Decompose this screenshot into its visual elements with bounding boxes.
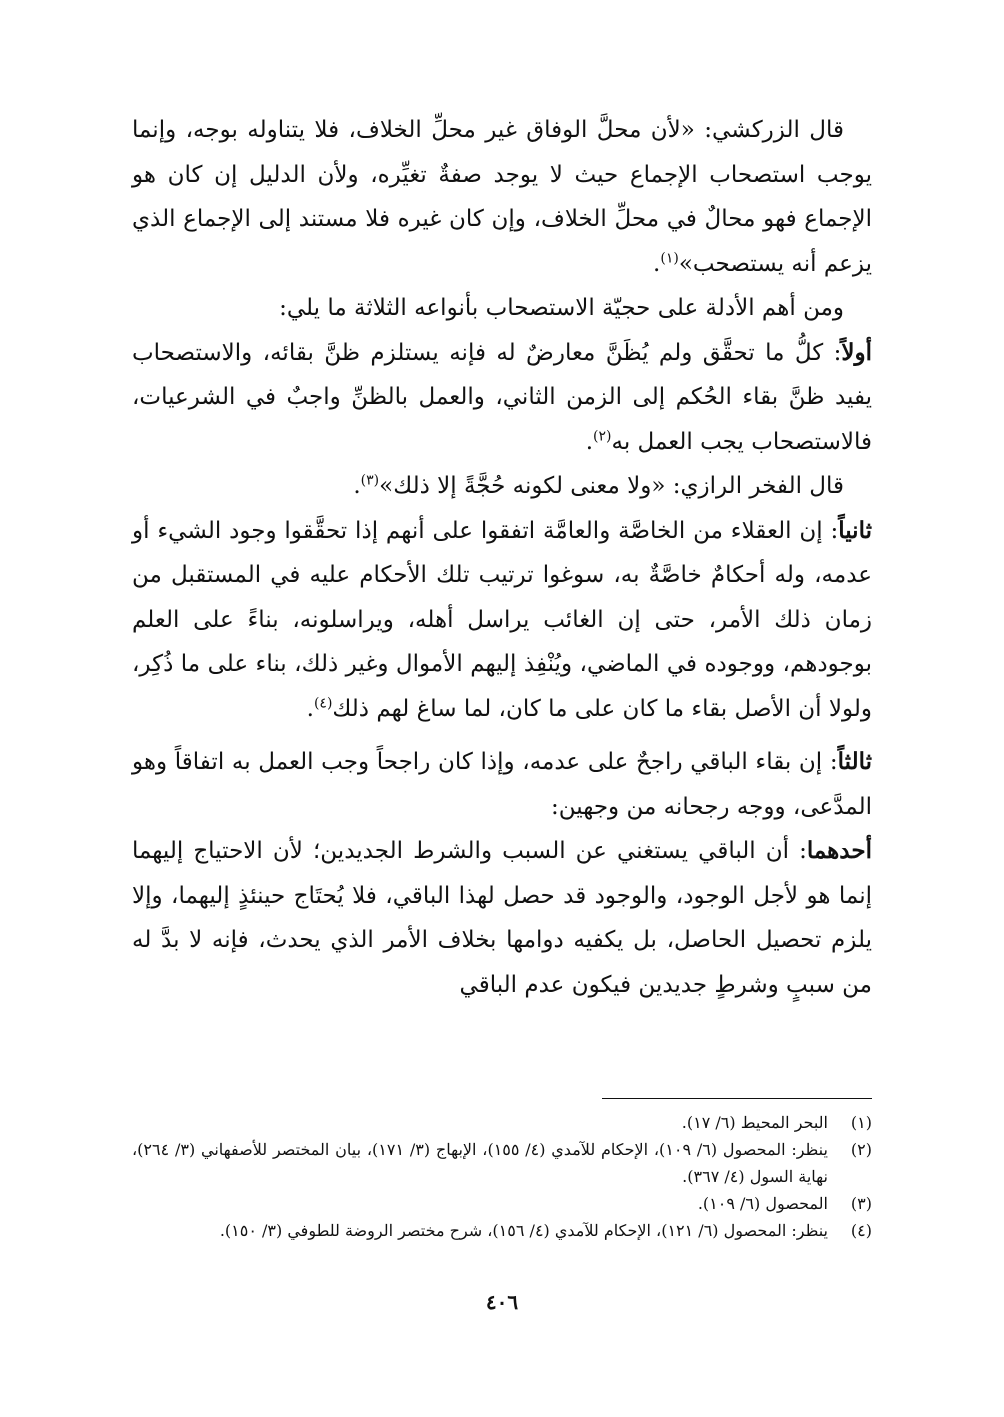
footnote-text: ينظر: المحصول (٦/ ١٢١)، الإحكام للآمدي (٤/ ١٥٦)، شرح مختصر الروضة للطوفي (٣/ ١٥٠). — [219, 1221, 828, 1240]
paragraph-text: : إن العقلاء من الخاصَّة والعامَّة اتفقوا على أنهم إذا تحقَّقوا وجود الشيء أو عدمه، وله أحكامٌ خاصَّةٌ به، سوغوا ترتيب تلك الأحكام عليه في المستقبل من زمان ذلك الأمر، حتى إن الغائب يراسل أهله، ويراسلونه، بناءً على العلم بوجودهم، ووجوده في الماضي، ويُنْفِذ إليهم الأموال وغير ذلك، بناء على ما ذُكِر، ولولا أن الأصل بقاء ما كان على ما كان، لما ساغ لهم ذلك — [132, 517, 872, 722]
paragraph-lead: ثالثاً — [837, 748, 872, 775]
footnote-number: (٤) — [850, 1221, 872, 1240]
paragraph-text: قال الزركشي: «لأن محلَّ الوفاق غير محلِّ الخلاف، فلا يتناوله بوجه، وإنما يوجب استصحاب الإجماع حيث لا يوجد صفةٌ تغيِّره، ولأن الدليل إن كان هو الإجماع فهو محالٌ في محلِّ الخلاف، وإن كان غيره فلا مستند إلى الإجماع الذي يزعم أنه يستصحب» — [132, 117, 872, 277]
footnote-number: (٢) — [850, 1140, 872, 1159]
paragraph-razi-quote: قال الفخر الرازي: «ولا معنى لكونه حُجَّةً إلا ذلك»$^{(٣)}$. — [353, 472, 844, 499]
paragraph-text: : كلُّ ما تحقَّق ولم يُظَنَّ معارضٌ له فإنه يستلزم ظنَّ بقائه، والاستصحاب يفيد ظنَّ بقاء الحُكم إلى الزمن الثاني، والعمل بالظنِّ واجبٌ في الشرعيات، فالاستصحاب يجب العمل به — [132, 339, 872, 455]
paragraph-text: قال الفخر الرازي: «ولا معنى لكونه حُجَّةً إلا ذلك» — [379, 473, 844, 499]
paragraph-first-evidence: أولاً: كلُّ ما تحقَّق ولم يُظَنَّ معارضٌ له فإنه يستلزم ظنَّ بقائه، والاستصحاب يفيد ظنَّ بقاء الحُكم إلى الزمن الثاني، والعمل بالظنِّ واجبٌ في الشرعيات، فالاستصحاب يجب العمل به$^{(٢)}$. — [132, 338, 872, 455]
paragraph-third-evidence — [132, 740, 872, 829]
paragraph-lead: أولاً — [841, 338, 872, 366]
footnote-number: (٣) — [850, 1194, 872, 1213]
page-number: ٤٠٦ — [485, 1290, 519, 1314]
paragraph-first-aspect — [132, 829, 872, 1007]
footnotes — [132, 1098, 872, 1244]
footnote-ref[interactable]: (٢) — [593, 427, 612, 444]
footnote-4 — [132, 1217, 872, 1244]
footnote-ref[interactable]: (٣) — [360, 472, 380, 489]
footnote-text: المحصول (٦/ ١٠٩). — [697, 1194, 828, 1213]
footnote-text: البحر المحيط (٦/ ١٧). — [681, 1113, 828, 1132]
footnote-2 — [132, 1136, 872, 1190]
footnote-text: ينظر: المحصول (٦/ ١٠٩)، الإحكام للآمدي (٤/ ١٥٥)، الإبهاج (٣/ ١٧١)، بيان المختصر للأصفهاني (٣/ ٢٦٤)، نهاية السول (٤/ ٣٦٧). — [132, 1140, 828, 1186]
paragraph-lead: أحدهما — [806, 837, 872, 864]
footnote-ref[interactable]: (١) — [660, 249, 679, 266]
footnote-1 — [132, 1109, 872, 1136]
paragraph-text: : أن الباقي يستغني عن السبب والشرط الجديدين؛ لأن الاحتياج إليهما إنما هو لأجل الوجود، والوجود قد حصل لهذا الباقي، فلا يُحتَاج حينئذٍ إليهما، وإلا يلزم تحصيل الحاصل، بل يكفيه دوامها بخلاف الأمر الذي يحدث، فإنه لا بدَّ له من سببٍ وشرطٍ جديدين فيكون عدم الباقي — [132, 838, 872, 998]
paragraph-text: ومن أهم الأدلة على حجيّة الاستصحاب بأنواعه الثلاثة ما يلي: — [279, 295, 844, 321]
footnote-3 — [132, 1190, 872, 1217]
footnote-divider — [602, 1098, 872, 1099]
footnote-number: (١) — [850, 1113, 872, 1132]
footnote-ref[interactable]: (٤) — [313, 694, 333, 711]
main-text — [132, 108, 872, 1007]
paragraph-second-evidence: ثانياً: إن العقلاء من الخاصَّة والعامَّة اتفقوا على أنهم إذا تحقَّقوا وجود الشيء أو عدمه، وله أحكامٌ خاصَّةٌ به، سوغوا ترتيب تلك الأحكام عليه في المستقبل من زمان ذلك الأمر، حتى إن الغائب يراسل أهله، ويراسلونه، بناءً على العلم بوجودهم، ووجوده في الماضي، ويُنْفِذ إليهم الأموال وغير ذلك، بناء على ما ذُكِر، ولولا أن الأصل بقاء ما كان على ما كان، لما ساغ لهم ذلك$^{(٤)}$. — [132, 516, 872, 722]
paragraph-evidence-intro — [132, 286, 872, 331]
paragraph-lead: ثانياً — [838, 516, 872, 544]
paragraph-text: : إن بقاء الباقي راجحٌ على عدمه، وإذا كان راجحاً وجب العمل به اتفاقاً وهو المدَّعى، ووجه رجحانه من وجهين: — [132, 749, 872, 820]
paragraph-zarkashi-quote: قال الزركشي: «لأن محلَّ الوفاق غير محلِّ الخلاف، فلا يتناوله بوجه، وإنما يوجب استصحاب الإجماع حيث لا يوجد صفةٌ تغيِّره، ولأن الدليل إن كان هو الإجماع فهو محالٌ في محلِّ الخلاف، وإن كان غيره فلا مستند إلى الإجماع الذي يزعم أنه يستصحب»$^{(١)}$. — [132, 117, 872, 277]
